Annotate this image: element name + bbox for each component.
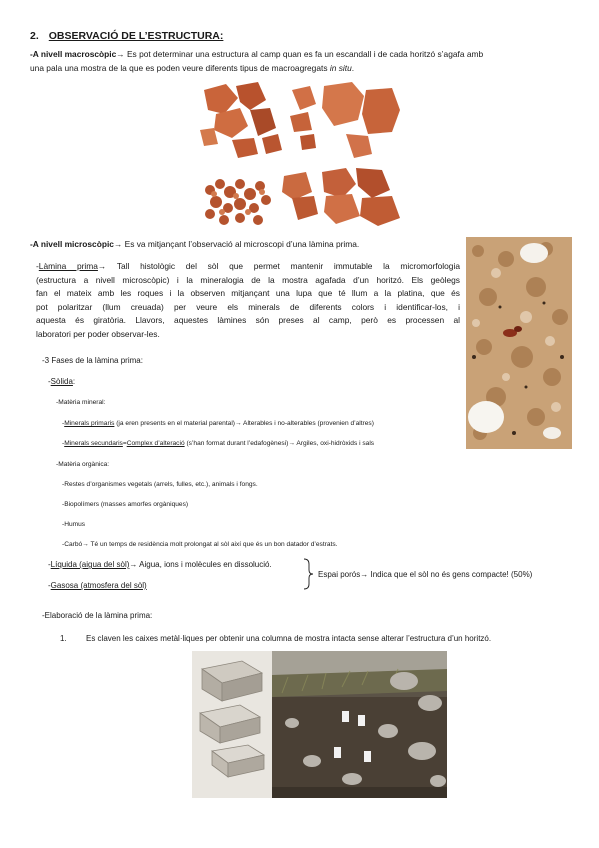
- arrow-icon: →: [113, 239, 123, 249]
- macro-text: Es pot determinar una estructura al camp quan es fa un escandall i de cada horitzó s’agafa amb: [124, 49, 484, 59]
- macro-period: .: [351, 62, 355, 73]
- primaris-term: Minerals primaris: [64, 420, 115, 427]
- liquida-term: Líquida (aigua del sòl): [50, 560, 130, 569]
- arrow-icon: →: [129, 560, 138, 569]
- solida-term: Sòlida: [50, 377, 73, 386]
- gasosa-term: Gasosa (atmosfera del sòl): [50, 581, 147, 590]
- macroaggregates-photo: [196, 80, 404, 228]
- lamina-line4: pot polaritzar (llum creuada) per veure els minerals de diferents colors i identificar-los, i: [36, 301, 460, 312]
- espai-end: Indica que el sòl no és gens compacte! (50%): [368, 570, 533, 579]
- lamina-paragraph: [36, 260, 460, 341]
- carbo-lead: -Carbó: [62, 541, 83, 548]
- elaboracio-title: -Elaboració de la làmina prima:: [42, 611, 153, 620]
- lamina-lead: -: [36, 261, 39, 271]
- step1-number: 1.: [60, 634, 67, 643]
- biopolimers: -Biopolímers (masses amorfes orgàniques): [62, 501, 189, 508]
- primaris-end: Alterables i no-alterables (provenien d’altres): [241, 420, 374, 427]
- arrow-icon: →: [116, 49, 125, 59]
- secundaris-eq: =: [122, 440, 127, 447]
- macro-paragraph: [30, 48, 575, 75]
- lamina-line5: aquesta és giratòria. Llavors, aquestes làmines són preses al camp, però es processen al: [36, 315, 460, 325]
- soil-profile-photo: [192, 651, 447, 798]
- lamina-line3: fan el mateix amb les roques i la observen mitjançant una lupa que té llum a la platina, que és: [36, 288, 460, 298]
- secundaris-end: Argiles, oxi-hidròxids i sals: [294, 440, 375, 447]
- secundaris-text: (s’han format durant l’edafogènesi): [184, 440, 289, 447]
- lamina-line1: Tall histològic del sòl que permet mantenir immutable la micromorfologia: [106, 261, 460, 271]
- section-heading: [30, 30, 223, 42]
- fase-gasosa: [48, 580, 147, 592]
- secundaris-term: Minerals secundaris: [64, 440, 123, 447]
- fase-liquida: [48, 559, 272, 571]
- section-title: OBSERVACIÓ DE L’ESTRUCTURA:: [48, 30, 224, 42]
- elaboracio-step1: [60, 633, 580, 645]
- primaris-text: (ja eren presents en el material parental): [114, 420, 235, 427]
- solida-lead: -: [48, 377, 51, 386]
- lamina-line2: (estructura a nivell microscòpic) i la mineralogia de la mostra agafada d’un horitzó. Els geòlegs: [36, 274, 460, 285]
- arrow-icon: →: [235, 420, 242, 427]
- secundaris-term2: Complex d’alteració: [126, 440, 185, 447]
- micro-label: -A nivell microscòpic: [30, 239, 114, 249]
- solida-colon: :: [72, 377, 76, 386]
- step1-text: Es claven les caixes metàl·liques per obtenir una columna de mostra intacta sense alterar l’estructura d’un horitzó.: [86, 634, 492, 643]
- arrow-icon: →: [288, 440, 295, 447]
- primaris-lead: -: [62, 420, 65, 427]
- humus: -Humus: [62, 521, 86, 528]
- espai-text: Espai porós: [318, 570, 361, 579]
- materia-mineral: -Matèria mineral:: [56, 399, 106, 406]
- carbo: [62, 540, 338, 550]
- lamina-line6: laboratori per poder observar-les.: [36, 328, 160, 339]
- fases-title: -3 Fases de la làmina prima:: [42, 356, 143, 365]
- micro-text: Es va mitjançant l’observació al microscopi d’una làmina prima.: [122, 239, 360, 249]
- minerals-primaris: [62, 419, 374, 429]
- lamina-term: Làmina prima: [38, 261, 98, 271]
- secundaris-lead: -: [62, 440, 65, 447]
- right-brace-icon: [302, 558, 314, 590]
- liquida-text: Aigua, ions i molècules en dissolució.: [137, 560, 272, 569]
- fase-solida: [48, 376, 75, 388]
- gasosa-lead: -: [48, 581, 51, 590]
- carbo-text: Té un temps de residència molt prolongat al sòl així que és un bon datador d’estrats.: [88, 541, 338, 548]
- micro-paragraph: [30, 238, 359, 252]
- espai-poros: [318, 569, 532, 581]
- minerals-secundaris: [62, 439, 374, 449]
- thin-section-photo: [466, 237, 572, 449]
- arrow-icon: →: [360, 570, 369, 579]
- arrow-icon: →: [97, 261, 107, 271]
- restes-organismes: -Restes d’organismes vegetals (arrels, fulles, etc.), animals i fongs.: [62, 481, 258, 488]
- materia-organica: -Matèria orgànica:: [56, 461, 110, 468]
- liquida-lead: -: [48, 560, 51, 569]
- macro-label: -A nivell macroscòpic: [30, 49, 117, 59]
- arrow-icon: →: [82, 541, 89, 548]
- section-number: 2.: [30, 30, 39, 42]
- macro-in-situ: in situ: [329, 62, 352, 73]
- macro-text-line2: una pala una mostra de la que es poden veure diferents tipus de macroagregats: [30, 62, 330, 73]
